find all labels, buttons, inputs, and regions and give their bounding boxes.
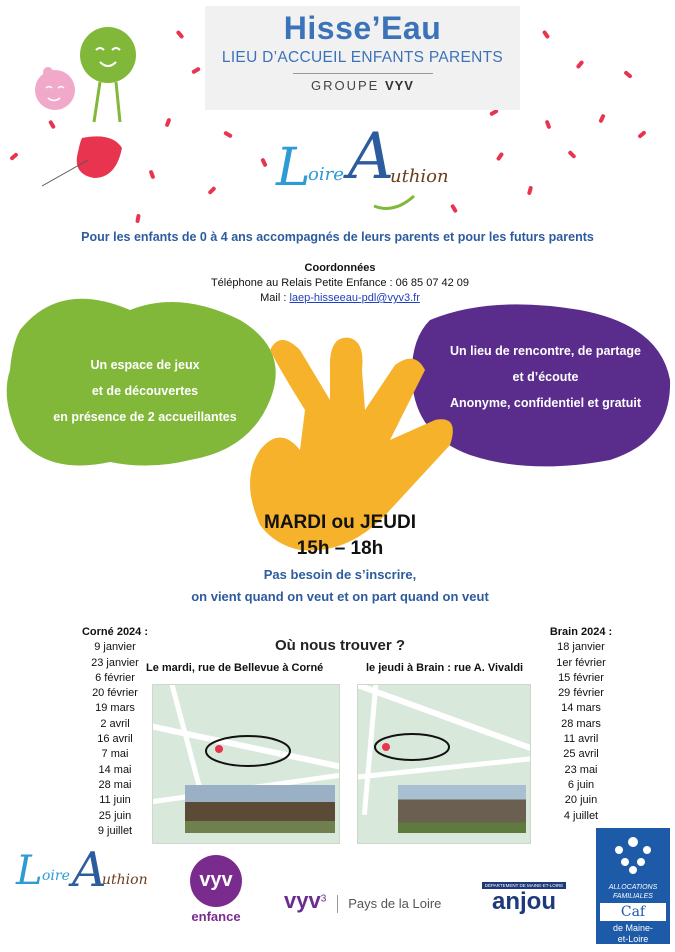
caf-logo: ALLOCATIONS FAMILIALES Caf de Maine- et-Loire [596, 828, 670, 944]
list-item: 14 mars [561, 702, 601, 715]
purple-blob-text: Un lieu de rencontre, de partage et d’écoute Anonyme, confidentiel et gratuit [449, 344, 641, 410]
list-item: 20 juin [564, 794, 598, 807]
brain-dates [536, 625, 626, 824]
list-item: 6 février [95, 671, 135, 684]
list-item: 4 juillet [563, 809, 599, 822]
list-item: 1er février [556, 656, 606, 669]
green-blob-text: Un espace de jeux et de découvertes en présence de 2 accueillantes [53, 358, 237, 424]
mail-link[interactable]: laep-hisseeau-pdl@vyv3.fr [289, 292, 420, 304]
list-item: 23 mai [564, 763, 598, 776]
brain-map-highlight [372, 731, 452, 763]
list-item: 6 juin [567, 778, 595, 791]
corne-dates [70, 625, 160, 839]
brain-building-photo [398, 785, 526, 833]
list-item: 25 avril [563, 748, 599, 761]
list-item: 7 mai [101, 748, 129, 761]
contact-mail-row: Mail : laep-hisseeau-pdl@vyv3.fr [260, 292, 420, 304]
list-item: 2 avril [100, 717, 130, 730]
list-item: 11 avril [563, 733, 599, 746]
schedule-block [190, 510, 490, 562]
brand-title: Hisse’Eau [283, 10, 442, 46]
list-item: 9 janvier [94, 641, 136, 654]
brain-heading: Brain 2024 : [549, 626, 613, 638]
corne-address: Le mardi, rue de Bellevue à Corné [146, 662, 324, 674]
vyv3-pays-logo: vyv$^3$ Pays de la Loire [284, 888, 442, 913]
list-item: 28 mars [561, 717, 601, 730]
list-item: 25 juin [98, 809, 132, 822]
corne-heading: Corné 2024 : [81, 626, 149, 638]
list-item: 20 février [92, 687, 138, 700]
list-item: 23 janvier [91, 656, 139, 669]
vyv-enfance-logo: vyv enfance [184, 855, 248, 931]
schedule-hours: 15h – 18h [296, 538, 384, 559]
contact-phone: Téléphone au Relais Petite Enfance : 06 85 07 42 09 [210, 277, 470, 289]
list-item: 11 juin [99, 794, 131, 807]
title-divider [293, 73, 433, 74]
contact-heading: Coordonnées [304, 262, 376, 274]
brain-address: le jeudi à Brain : rue A. Vivaldi [366, 662, 524, 674]
list-item: 29 février [558, 687, 604, 700]
characters-illustration [20, 10, 150, 130]
list-item: 19 mars [95, 702, 135, 715]
corne-map-highlight [203, 733, 293, 769]
list-item: 28 mai [98, 778, 132, 791]
corne-building-photo [185, 785, 335, 833]
list-item: 9 juillet [97, 824, 133, 837]
list-item: 16 avril [97, 733, 133, 746]
title-block [205, 6, 520, 110]
where-title: Où nous trouver ? [274, 637, 405, 654]
list-item: 15 février [558, 671, 604, 684]
list-item: 18 janvier [557, 641, 605, 654]
loire-authion-footer-logo: L oire A uthion [16, 842, 148, 898]
group-label: GROUPE VYV [311, 78, 414, 93]
caf-family-icon [603, 832, 663, 878]
red-leaf-icon [30, 130, 130, 190]
loire-authion-logo: L oire A uthion [272, 120, 452, 220]
list-item: 14 mai [98, 763, 132, 776]
schedule-days: MARDI ou JEUDI [264, 512, 416, 533]
tagline: Pour les enfants de 0 à 4 ans accompagnés de leurs parents et pour les futurs parents [81, 230, 594, 244]
schedule-note: Pas besoin de s’inscrire, on vient quand on veut et on part quand on veut [191, 567, 489, 604]
brand-subtitle: LIEU D’ACCUEIL ENFANTS PARENTS [221, 49, 504, 66]
anjou-logo: DÉPARTEMENT DE MAINE-ET-LOIRE anjou [482, 882, 566, 922]
